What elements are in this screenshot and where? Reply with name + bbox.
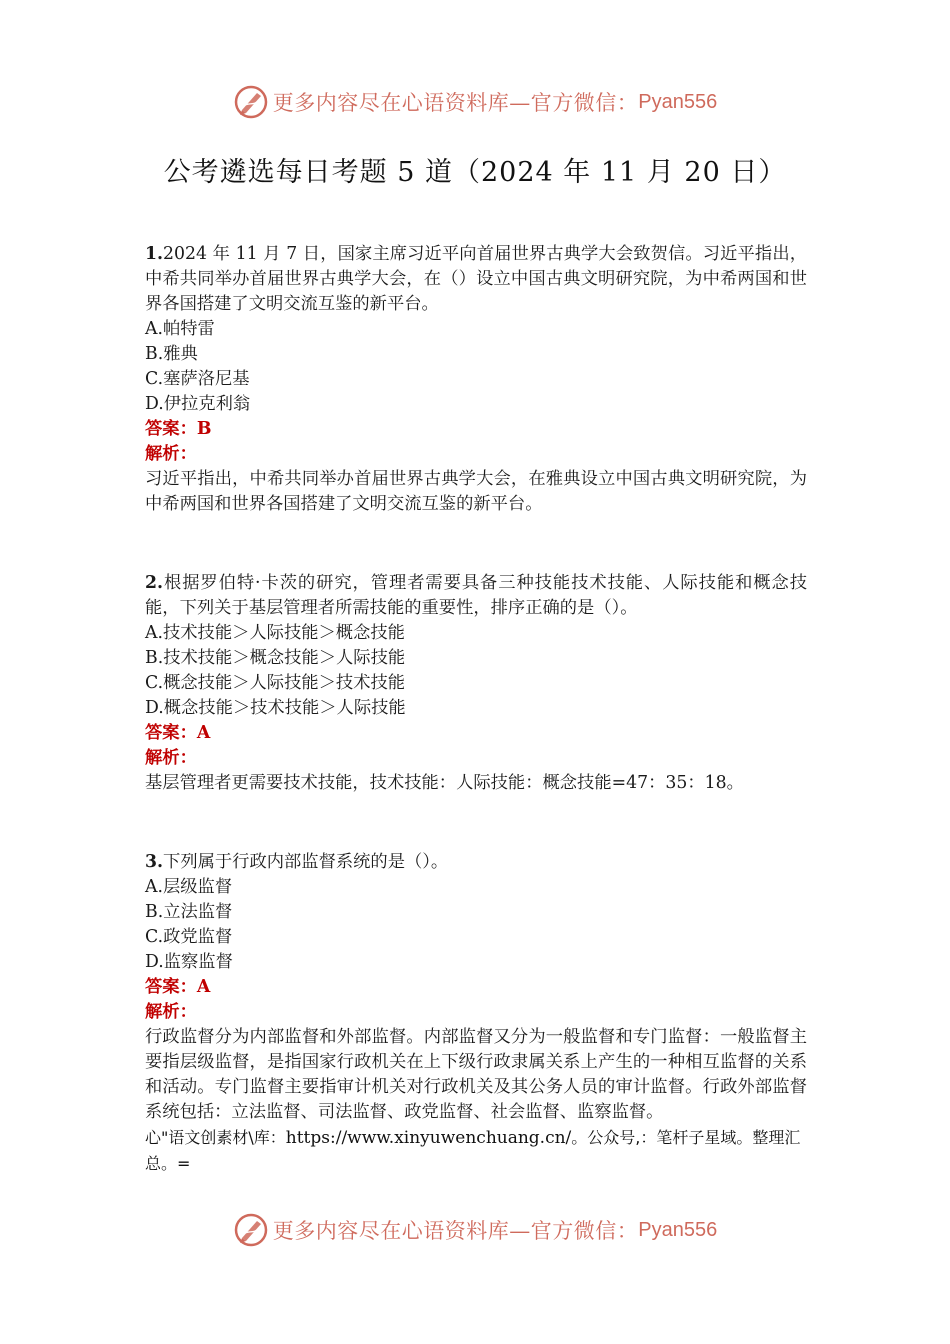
watermark-text: 更多内容尽在心语资料库—官方微信： (272, 1219, 639, 1243)
question-2 (145, 571, 807, 796)
watermark-wechat-id: Pyan556 (638, 1218, 718, 1241)
question-number: 1. (145, 244, 164, 264)
watermark-text: 更多内容尽在心语资料库—官方微信： (272, 91, 639, 115)
watermark-wechat-id: Pyan556 (638, 90, 718, 113)
option-b: B.技术技能＞概念技能＞人际技能 (145, 648, 406, 668)
question-number: 2. (145, 573, 164, 593)
analysis-text: 习近平指出，中希共同举办首届世界古典学大会，在雅典设立中国古典文明研究院，为中希两国和世界各国搭建了文明交流互鉴的新平台。 (145, 469, 807, 514)
option-a: A.技术技能＞人际技能＞概念技能 (145, 623, 405, 643)
question-text: 下列属于行政内部监督系统的是（）。 (163, 852, 449, 872)
answer: 答案：A (145, 723, 211, 743)
pen-logo-icon (233, 1212, 269, 1248)
question-stem (145, 571, 807, 621)
question-stem (145, 850, 807, 875)
question-text: 根据罗伯特·卡茨的研究，管理者需要具备三种技能技术技能、人际技能和概念技能，下列关于基层管理者所需技能的重要性，排序正确的是（）。 (145, 573, 807, 618)
source-note (145, 1125, 807, 1176)
option-d: D.概念技能＞技术技能＞人际技能 (145, 698, 406, 718)
option-d: D.伊拉克利翁 (145, 394, 251, 414)
option-c: C.概念技能＞人际技能＞技术技能 (145, 673, 406, 693)
question-stem (145, 242, 807, 317)
option-d: D.监察监督 (145, 952, 233, 972)
analysis-text: 行政监督分为内部监督和外部监督。内部监督又分为一般监督和专门监督：一般监督主要指层级监督，是指国家行政机关在上下级行政隶属关系上产生的一种相互监督的关系和活动。专门监督主要指审计机关对行政机关及其公务人员的审计监督。行政外部监督系统包括：立法监督、司法监督、政党监督、社会监督、监察监督。 (145, 1027, 807, 1122)
header-watermark (0, 82, 950, 122)
option-b: B.立法监督 (145, 902, 233, 922)
option-c: C.塞萨洛尼基 (145, 369, 250, 389)
analysis-label: 解析： (145, 444, 197, 464)
question-text: 2024 年 11 月 7 日，国家主席习近平向首届世界古典学大会致贺信。习近平指出，中希共同举办首届世界古典学大会，在（）设立中国古典文明研究院，为中希两国和世界各国搭建了文明交流互鉴的新平台。 (145, 244, 807, 314)
document-body (145, 242, 807, 1176)
question-1 (145, 242, 807, 517)
option-a: A.层级监督 (145, 877, 233, 897)
option-a: A.帕特雷 (145, 319, 215, 339)
pen-logo-icon (233, 84, 269, 120)
question-number: 3. (145, 852, 164, 872)
footer-watermark (0, 1210, 950, 1250)
option-c: C.政党监督 (145, 927, 233, 947)
analysis-text: 基层管理者更需要技术技能，技术技能：人际技能：概念技能=47：35：18。 (145, 773, 744, 793)
source-note-prefix: 心"语文创素材\库： (145, 1128, 286, 1147)
question-3 (145, 850, 807, 1125)
document-title: 公考遴选每日考题 5 道（2024 年 11 月 20 日） (163, 157, 787, 188)
answer: 答案：B (145, 419, 212, 439)
option-b: B.雅典 (145, 344, 198, 364)
analysis-label: 解析： (145, 748, 197, 768)
analysis-label: 解析： (145, 1002, 197, 1022)
source-note-suffix: 。公众号,：笔杆子星域。整理汇总。= (145, 1128, 801, 1173)
source-url[interactable]: https://www.xinyuwenchuang.cn/ (285, 1128, 572, 1148)
answer: 答案：A (145, 977, 211, 997)
